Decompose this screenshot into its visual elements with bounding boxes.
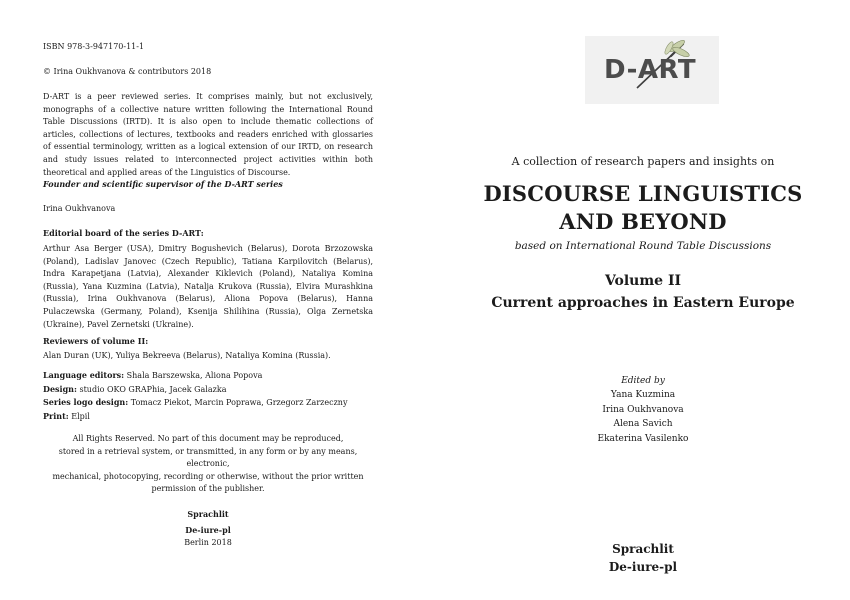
reviewers-list: Alan Duran (UK), Yuliya Bekreeva (Belarus), Nataliya Komina (Russia).: [43, 351, 331, 360]
credit-label: Series logo design:: [43, 397, 129, 408]
editor-name: Yana Kuzmina: [610, 390, 676, 400]
credit-line: [43, 383, 373, 397]
reviewers-heading: Reviewers of volume II:: [43, 336, 149, 346]
editor-name: Irina Oukhvanova: [602, 404, 684, 415]
imprint-publisher-sub: De-iure-pl: [185, 525, 231, 535]
credit-line: [43, 396, 373, 410]
editor-name: Ekaterina Vasilenko: [597, 433, 689, 444]
imprint-publisher-name: Sprachlit: [187, 509, 229, 519]
credits-block: [43, 369, 373, 423]
edited-by-label: Edited by: [621, 376, 665, 386]
credit-line: [43, 410, 373, 424]
book-subtitle: based on International Round Table Discussions: [514, 240, 772, 252]
editors-list: [425, 388, 850, 446]
volume-title: Current approaches in Eastern Europe: [491, 295, 795, 311]
credit-line: [43, 369, 373, 383]
credit-label: Language editors:: [43, 370, 125, 380]
logo-wordmark: D-ART: [604, 55, 697, 85]
credit-value: studio OKO GRAPhia, Jacek Galazka: [76, 384, 227, 394]
rights-line: permission of the publisher.: [151, 484, 265, 494]
collection-line: A collection of research papers and insights on: [511, 155, 775, 168]
rights-line: stored in a retrieval system, or transmitted, in any form or by any means, electronic,: [58, 446, 358, 469]
editorial-board-heading: Editorial board of the series D-ART:: [43, 228, 204, 238]
credit-label: Print:: [43, 410, 69, 421]
volume-number: Volume II: [604, 273, 682, 289]
rights-line: mechanical, photocopying, recording or otherwise, without the prior written: [52, 471, 364, 481]
credit-value: Shala Barszewska, Aliona Popova: [124, 371, 263, 380]
founder-heading: Founder and scientific supervisor of the D-ART series: [43, 179, 283, 189]
series-description: D-ART is a peer reviewed series. It comprises mainly, but not exclusively, monographs of a collective nature written following the International Round Table Discussions (IRTD). It is also open to include thematic collections of articles, collections of lectures, textbooks and readers enriched with glossaries of essential terminology, written as a logical extension of our IRTD, on research and study issues related to interconnected project activities within both theoretical and applied areas of the Linguistics of Discourse.: [43, 92, 373, 177]
founder-name: Irina Oukhvanova: [43, 204, 116, 213]
rights-line: All Rights Reserved. No part of this document may be reproduced,: [72, 434, 344, 443]
imprint-publisher-place: Berlin 2018: [184, 538, 232, 547]
editor-name: Alena Savich: [613, 419, 673, 429]
credit-value: Elpil: [68, 411, 90, 421]
book-title-line: DISCOURSE LINGUISTICS: [483, 181, 803, 206]
dart-logo: [585, 36, 719, 104]
isbn-line: ISBN 978-3-947170-11-1: [43, 42, 145, 51]
editorial-board-members: Arthur Asa Berger (USA), Dmitry Bogushevich (Belarus), Dorota Brzozowska (Poland), Ladislav Janovec (Czech Republic), Tatiana Karpilovitch (Belarus), Indra Karapetjana (Latvia), Alexander Kiklevich (Poland), Nataliya Komina (Russia), Yana Kuzmina (Latvia), Natalja Krukova (Russia), Elvira Murashkina (Russia), Irina Oukhvanova (Belarus), Aliona Popova (Belarus), Hanna Pulaczewska (Germany, Poland), Ksenija Shilihina (Russia), Olga Zernetska (Ukraine), Pavel Zernetski (Ukraine).: [43, 244, 373, 329]
book-title-line: AND BEYOND: [559, 209, 727, 234]
title-publisher-name: Sprachlit: [612, 542, 674, 556]
title-publisher-sub: De-iure-pl: [608, 560, 678, 574]
rights-notice: [43, 433, 373, 496]
copyright-line: © Irina Oukhvanova & contributors 2018: [43, 67, 212, 76]
credit-label: Design:: [43, 383, 77, 394]
credit-value: Tomacz Piekot, Marcin Poprawa, Grzegorz Zarzeczny: [128, 398, 348, 408]
book-title: [425, 180, 850, 236]
